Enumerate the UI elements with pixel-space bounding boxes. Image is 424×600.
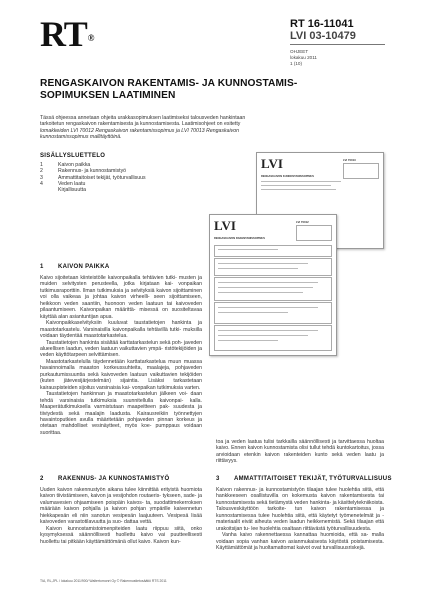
section-1-body xyxy=(40,275,202,436)
form-section-box xyxy=(214,258,332,276)
header-divider xyxy=(290,44,385,45)
section-heading-3: 3 AMMATTITAITOISET TEKIJÄT, TYÖTURVALLISUUS xyxy=(216,476,392,482)
form-title: RENGASKAIVON KUNNOSTAMISSOPIMUS xyxy=(261,175,314,178)
paragraph: Kaivo sijoitetaan kiinteistölle kaivonpaikalla tehtävien tutki- musten ja muiden selvitysten perusteella, jotka kirjataan kai- vonpaikan tutkimusraporttiin. Ilman tutkimuksia ja selvityksiä kaivon sijoittaminen voi olla vaikeaa ja johtaa kaivon virheelli- seen sijoittamiseen, heikkoon veden saantiin, huonoon veden laatuun tai kaivoveden pilaantumiseen. Kaivonpaikan määrittä- misessä on suositeltavaa käyttää alan asiantuntijan apua. xyxy=(40,275,203,320)
form-section-box xyxy=(214,277,332,301)
section-3-body xyxy=(216,487,384,552)
form-section-box xyxy=(214,245,332,257)
intro-paragraph xyxy=(40,115,248,141)
right-continuation xyxy=(216,439,384,465)
page-title xyxy=(40,78,340,101)
section-2-body xyxy=(40,487,202,545)
toc-heading: SISÄLLYSLUETTELO xyxy=(40,153,106,159)
toc-item[interactable]: 3 Ammattitaitoiset tekijät, työturvallisuus xyxy=(40,174,146,181)
paragraph: Vanha kaivo rakennettaessa kannattaa huomioida, että sa- malla voidaan sopia vanhan kaivon asianmukaisesta käytöstä poistamisesta. Käyttämättömät ja huoltamattomat kaivot ovat turvallisuusriskejä. xyxy=(216,532,384,552)
paragraph: Kaivon kunnostamistoimenpiteiden laatu riippuu siitä, onko kysymyksessä säännöllisesti huollettu kaivo vai puutteellisesti huollettu tai pitkään käyttämättömänä ollut kaivo. Kaivon kun- xyxy=(40,525,202,545)
toc-item[interactable]: 2 Rakennus- ja kunnostamistyö xyxy=(40,168,127,175)
form-thumbnail-rakentamis xyxy=(209,214,337,356)
rt-code: RT 16-11041 xyxy=(290,18,354,30)
paragraph: Maastotarkastelulla täydennetään karttatarkastelua muun muassa havainnoimalla maaston korkeussuhteita, maalajeja, pohjaveden purkautumissuuntia sekä kaivoveden laatuun vaikuttavien tekijöiden (kuten jätevesijärjestelmän) sijaintia. Lisäksi tarkastetaan kairauspisteiden sijoitus varsinaisia kai- vonpaikan tutkimuksia varten. xyxy=(40,358,202,391)
rt-logo: RT® xyxy=(40,14,94,54)
title-line: RENGASKAIVON RAKENTAMIS- JA KUNNOSTAMIS- xyxy=(40,78,298,89)
paragraph: toa ja veden laatua tulisi tarkkailla säännöllisesti ja tarvittaessa huoltaa kaivo. Ennen kaivon kunnostamista olisi tullut tehdä kuntokartoitus, jossa arvioidaan etenkin kaivon rakenteiden kunto sekä veden laatu ja riittävyys. xyxy=(216,439,384,465)
doc-type: OHJEET xyxy=(290,49,309,54)
doc-pages: 1 (10) xyxy=(290,61,303,66)
toc-item[interactable]: Kirjallisuutta xyxy=(58,187,86,194)
title-line: SOPIMUKSEN LAATIMINEN xyxy=(40,89,176,101)
form-title: RENGASKAIVON RAKENTAMISSOPIMUS xyxy=(214,237,265,240)
paragraph: Kaivonpaikkaselvityksiin kuuluvat taustatietojen hankinta ja maastotarkastelu. Varsinaisilla kaivonpaikalla tehtävillä tutki- muksilla voidaan täydentää maastotarkastelua. xyxy=(40,320,202,340)
form-box xyxy=(296,225,332,241)
table-of-contents xyxy=(40,162,190,193)
form-section-box xyxy=(214,325,332,351)
doc-date: lokakuu 2011 xyxy=(290,55,317,60)
form-code: LVI 70013 xyxy=(343,158,356,162)
intro-line: lomakkeiden LVI 70012 Rengaskaivon rakentamissopimus ja LVI 70013 Rengaskaivon xyxy=(40,127,239,134)
form-code: LVI 70012 xyxy=(296,220,309,224)
lvi-logo: LVI xyxy=(214,218,236,233)
intro-line: kunnostamissopimus mallitäyttöinä. xyxy=(40,134,122,141)
lvi-logo: LVI xyxy=(261,156,283,171)
lvi-code: LVI 03-10479 xyxy=(290,30,356,42)
paragraph: Taustatietojen hankinta sisältää karttatarkastelun sekä poh- javeden alueellisen laadun, veden laatuun vaikuttavien ympä- ristötekijöiden ja veden käyttötarpeen selvittämisen. xyxy=(40,339,203,359)
paragraph: Uuden kaivon rakennustyön aikana tulee kiinnittää erityistä huomiota kaivon tiivistämiseen, kaivon ja vesijohdon routaeris- tykseen, sade- ja valumavesien ohjaamiseen poispäin kaivos- ta, suodattimekerroksen määrään kaivon pohjalla ja kaivon pohjan ympärille kaivennetun hiekkapesän eli niin sanotun vesipesän laajuuteen. Vesipesä lisää kaivoveden varastotilavuutta ja suo- dattaa vettä. xyxy=(40,487,202,526)
section-heading-2: 2 RAKENNUS- JA KUNNOSTAMISTYÖ xyxy=(40,476,170,482)
toc-item[interactable]: 1 Kaivon paikka xyxy=(40,162,91,168)
paragraph: Taustatietojen hankinnan ja maastotarkastelun jälkeen voi- daan tehdä varsinaisia tutkimuksia suunnitellulla kaivonpai- kalla. Maaperätutkimuksella varmistutaan maapeitteen pak- suudesta ja tiiviydestä sekä maalajin laadusta. Kairausreikiin työnnettyjen havaintoputkien avulla määritetään pohjaveden pinnan korkeus ja otetaan mahdolliset vesinäytteet, myös koe- pumppaus voidaan suorittaa. xyxy=(40,391,202,436)
toc-item[interactable]: 4 Veden laatu xyxy=(40,180,86,187)
intro-line: Tässä ohjeessa annetaan ohjeita urakkasopimuksen laatimiseksi talousveden hankintaan xyxy=(40,115,246,121)
intro-line: tarkoitetun rengaskaivon rakentamisesta ja kunnostamisesta. Laatimisohjeet on esitetty xyxy=(40,121,241,128)
paragraph: Kaivon rakennus- ja kunnostamistyön tilaajan tulee huolehtia siitä, että hankkeeseen osallistuvilla on kokemusta kaivon rakentamisesta tai kunnostamisesta sekä tietämystä veden hankinta- ja käsittelytekniikoista. Talousveskäyttöön tarkoite- tun kaivon rakentamisessa ja kunnostamisessa tulee huolehtia siitä, että käytetyt työmenetelmät ja -materiaalit eivät aiheuta veden laadun heikkenemistä. Sekä tilaajan että urakoitsijan tu- lee huolehtia osaltaan riittävästä työturvallisuudesta. xyxy=(216,487,385,532)
section-heading-1: 1 KAIVON PAIKKA xyxy=(40,264,110,270)
registered-mark: ® xyxy=(87,33,94,43)
form-box xyxy=(343,163,379,179)
form-section-box xyxy=(214,302,332,324)
page-footer: TIA, RL,JPL / lokakuu 2011/900/ Waltertomonrt Oy © Rakennustietosäätiö RTS 2011 xyxy=(40,579,167,583)
